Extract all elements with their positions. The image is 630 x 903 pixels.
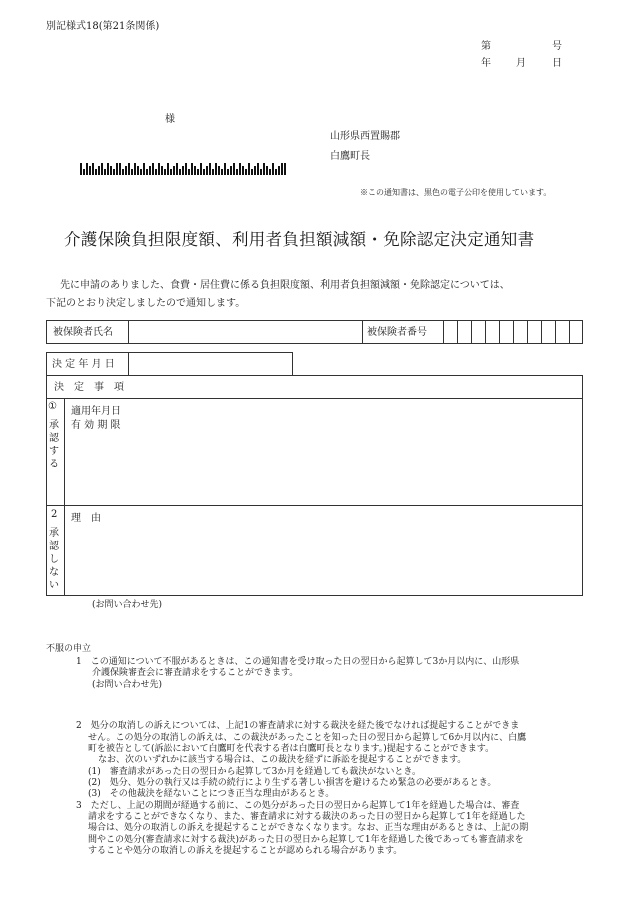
approve-period-label: 有 効 期 限 [71,420,121,431]
decision-date-label: 決 定 年 月 日 [52,359,115,370]
document-title: 介護保険負担限度額、利用者負担額減額・免除認定決定通知書 [64,230,535,249]
objection-sub3: (3) その他裁決を経ないことにつき正当な理由があるとき。 [88,789,335,799]
intro-line-1: 先に申請のありました、食費・居住費に係る負担限度額、利用者負担額減額・免除認定については、 [60,280,510,291]
approve-char-3: す [49,446,59,457]
decision-items-label: 決 定 事 項 [54,382,124,393]
date-year: 年 [481,58,491,69]
deny-char-5: い [49,580,59,591]
approve-date-label: 適用年月日 [71,406,121,417]
sender-district: 山形県西置賜郡 [330,131,400,142]
deny-char-3: し [49,554,59,565]
approve-char-1: 承 [49,420,59,431]
objection-sub2: (2) 処分、処分の執行又は手続の続行により生ずる著しい損害を避けるため緊急の必要があるとき。 [88,778,497,788]
sender-official: 白鷹町長 [330,151,370,162]
deny-char-2: 認 [49,541,59,552]
approve-char-2: 認 [49,433,59,444]
deny-char-1: 承 [49,528,59,539]
objection-item1-line1: 1 この通知について不服があるときは、この通知書を受け取った日の翌日から起算して3か月以内に、山形県 [76,657,520,667]
objection-item2-line4: なお、次のいずれかに該当する場合は、この裁決を経ずに訴訟を提起することができます。 [98,755,467,765]
form-reference: 別記様式18(第21条関係) [46,21,160,32]
objection-sub1: (1) 審査請求があった日の翌日から起算して3か月を経過しても裁決がないとき。 [88,767,422,777]
date-month: 月 [516,58,526,69]
date-day: 日 [552,58,562,69]
deny-mark: 2 [51,509,58,520]
contact-label-1: (お問い合わせ先) [92,600,163,610]
decision-items-block [46,375,583,596]
objection-item3-line5: することや処分の取消しの訴えを提起することが認められる場合があります。 [88,846,403,856]
approve-char-4: る [49,459,59,470]
objection-item2-line2: せん。この処分の取消しの訴えは、この裁決があったことを知った日の翌日から起算して6か月以内に、白鷹 [88,733,527,743]
objection-item3-line2: 請求をすることができなくなり、また、審査請求に対する裁決のあった日の翌日から起算して1年を経過した [88,812,526,822]
objection-item3-line3: 場合は、処分の取消しの訴えを提起することができなくなります。なお、正当な理由があるときは、上記の期 [88,823,529,833]
objection-heading: 不服の申立 [46,644,92,654]
postal-barcode [80,163,297,175]
deny-reason-label: 理 由 [71,513,101,524]
insured-number-label: 被保険者番号 [367,327,427,338]
objection-item3-line4: 間やこの処分(審査請求に対する裁決)があった日の翌日から起算して1年を経過した後であっても審査請求を [88,835,524,845]
number-prefix: 第 [481,41,491,52]
intro-line-2: 下記のとおり決定しましたので通知します。 [46,298,246,309]
objection-item1-line2: 介護保険審査会に審査請求をすることができます。 [92,668,299,678]
insured-name-field [132,323,358,341]
approve-mark: ① [48,401,57,412]
recipient-honorific: 様 [165,114,175,125]
seal-note: ※この通知書は、黒色の電子公印を使用しています。 [360,188,552,197]
objection-item2-line1: 2 処分の取消しの訴えについては、上記1の審査請求に対する裁決を経た後でなければ提起することができま [76,721,520,731]
objection-item1-contact: (お問い合わせ先) [92,680,163,690]
objection-item2-line3: 町を被告として(訴訟において白鷹町を代表する者は白鷹町長となります。)提起することができます。 [88,744,495,754]
insured-name-label: 被保険者氏名 [53,327,113,338]
number-suffix: 号 [552,41,562,52]
deny-char-4: な [49,567,59,578]
objection-item3-line1: 3 ただし、上記の期間が経過する前に、この処分があった日の翌日から起算して1年を経過した場合は、審査 [76,801,520,811]
